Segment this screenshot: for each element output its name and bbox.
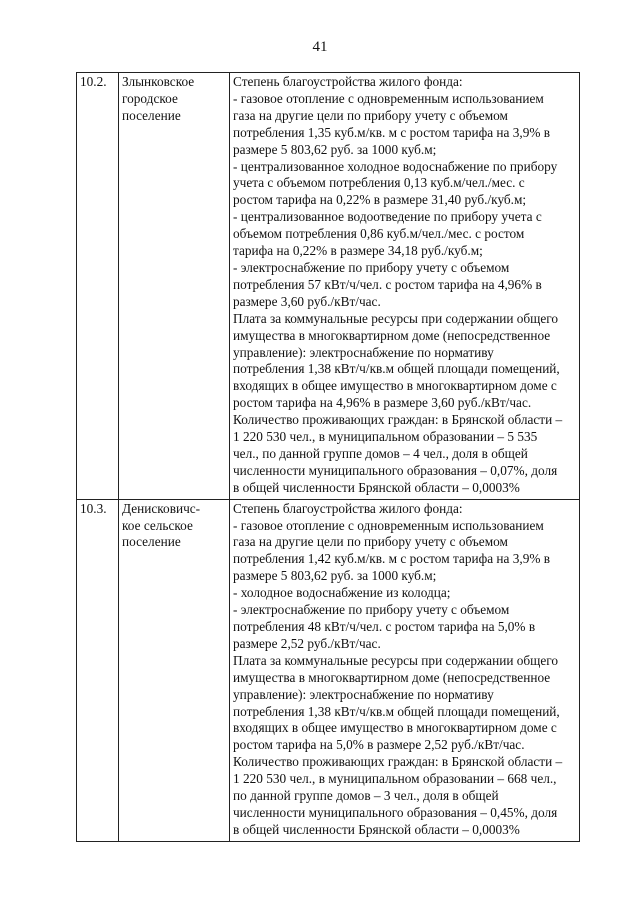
municipality-cell (119, 499, 230, 841)
description-line: по данной группе домов – 3 чел., доля в общей (233, 788, 499, 804)
municipality-name-line: кое сельское (122, 517, 193, 533)
description-line: Степень благоустройства жилого фонда: (233, 500, 463, 516)
table-row (77, 73, 580, 500)
description-line: имущества в многоквартирном доме (непосредственное (233, 669, 551, 685)
description-line: газа на другие цели по прибору учету с объемом (233, 534, 508, 550)
description-line: ростом тарифа на 0,22% в размере 31,40 руб./куб.м; (233, 192, 527, 208)
municipality-cell (119, 73, 230, 500)
description-line: потребления 1,38 кВт/ч/кв.м общей площади помещений, (233, 703, 560, 719)
description-line: 1 220 530 чел., в муниципальном образовании – 668 чел., (233, 771, 557, 787)
description-line: управление): электроснабжение по нормативу (233, 344, 494, 360)
description-line: - электроснабжение по прибору учету с объемом (233, 602, 510, 618)
description-cell (230, 73, 580, 500)
description-line: ростом тарифа на 4,96% в размере 3,60 руб./кВт/час. (233, 395, 532, 411)
municipality-name-line: поселение (122, 534, 181, 550)
row-number-cell (77, 499, 119, 841)
description-line: Плата за коммунальные ресурсы при содержании общего (233, 652, 559, 668)
description-line: - газовое отопление с одновременным использованием (233, 90, 544, 106)
description-line: размере 3,60 руб./кВт/час. (233, 293, 381, 309)
description-line: размере 5 803,62 руб. за 1000 куб.м; (233, 568, 437, 584)
row-number-cell (77, 73, 119, 500)
description-line: Количество проживающих граждан: в Брянской области – (233, 412, 563, 428)
description-line: объемом потребления 0,86 куб.м/чел./мес. с ростом (233, 226, 525, 242)
row-number: 10.2. (80, 74, 107, 89)
municipality-name-line: Денисковичс- (122, 500, 201, 516)
description-line: газа на другие цели по прибору учету с объемом (233, 107, 508, 123)
description-cell (230, 499, 580, 841)
description-line: численности муниципального образования – 0,45%, доля (233, 804, 558, 820)
description-line: потребления 1,42 куб.м/кв. м с ростом тарифа на 3,9% в (233, 551, 551, 567)
description-line: имущества в многоквартирном доме (непосредственное (233, 327, 551, 343)
description-line: Количество проживающих граждан: в Брянской области – (233, 754, 563, 770)
description-line: численности муниципального образования – 0,07%, доля (233, 462, 558, 478)
description-line: - электроснабжение по прибору учету с объемом (233, 259, 510, 275)
page-number: 41 (312, 39, 328, 55)
description-line: управление): электроснабжение по нормативу (233, 686, 494, 702)
description-line: потребления 48 кВт/ч/чел. с ростом тарифа на 5,0% в (233, 619, 536, 634)
description-line: чел., по данной группе домов – 4 чел., доля в общей (233, 445, 528, 461)
table-row (77, 499, 580, 841)
municipality-name-line: городское (122, 90, 178, 106)
description-line: тарифа на 0,22% в размере 34,18 руб./куб.м; (233, 243, 483, 259)
row-number: 10.3. (80, 500, 107, 516)
description-line: 1 220 530 чел., в муниципальном образовании – 5 535 (233, 429, 538, 445)
description-line: потребления 1,38 кВт/ч/кв.м общей площади помещений, (233, 361, 560, 377)
description-line: потребления 1,35 куб.м/кв. м с ростом тарифа на 3,9% в (233, 124, 551, 140)
description-line: размере 2,52 руб./кВт/час. (233, 635, 381, 651)
description-line: - централизованное холодное водоснабжение по прибору (233, 158, 558, 174)
description-line: размере 5 803,62 руб. за 1000 куб.м; (233, 141, 437, 157)
description-line: в общей численности Брянской области – 0,0003% (233, 479, 520, 495)
description-line: входящих в общее имущество в многоквартирном доме с (233, 378, 557, 394)
municipality-name-line: Злынковское (122, 74, 195, 89)
description-line: - централизованное водоотведение по прибору учета с (233, 209, 542, 225)
tariff-table (76, 72, 580, 842)
description-line: Степень благоустройства жилого фонда: (233, 74, 463, 89)
description-line: ростом тарифа на 5,0% в размере 2,52 руб./кВт/час. (233, 737, 525, 753)
description-line: Плата за коммунальные ресурсы при содержании общего (233, 310, 559, 326)
municipality-name-line: поселение (122, 107, 181, 123)
description-line: в общей численности Брянской области – 0,0003% (233, 821, 520, 837)
description-line: - холодное водоснабжение из колодца; (233, 585, 451, 601)
description-line: потребления 57 кВт/ч/чел. с ростом тарифа на 4,96% в (233, 276, 542, 292)
description-line: входящих в общее имущество в многоквартирном доме с (233, 720, 557, 736)
description-line: учета с объемом потребления 0,13 куб.м/чел./мес. с (233, 175, 525, 191)
description-line: - газовое отопление с одновременным использованием (233, 517, 544, 533)
tariff-table-body (77, 73, 580, 842)
